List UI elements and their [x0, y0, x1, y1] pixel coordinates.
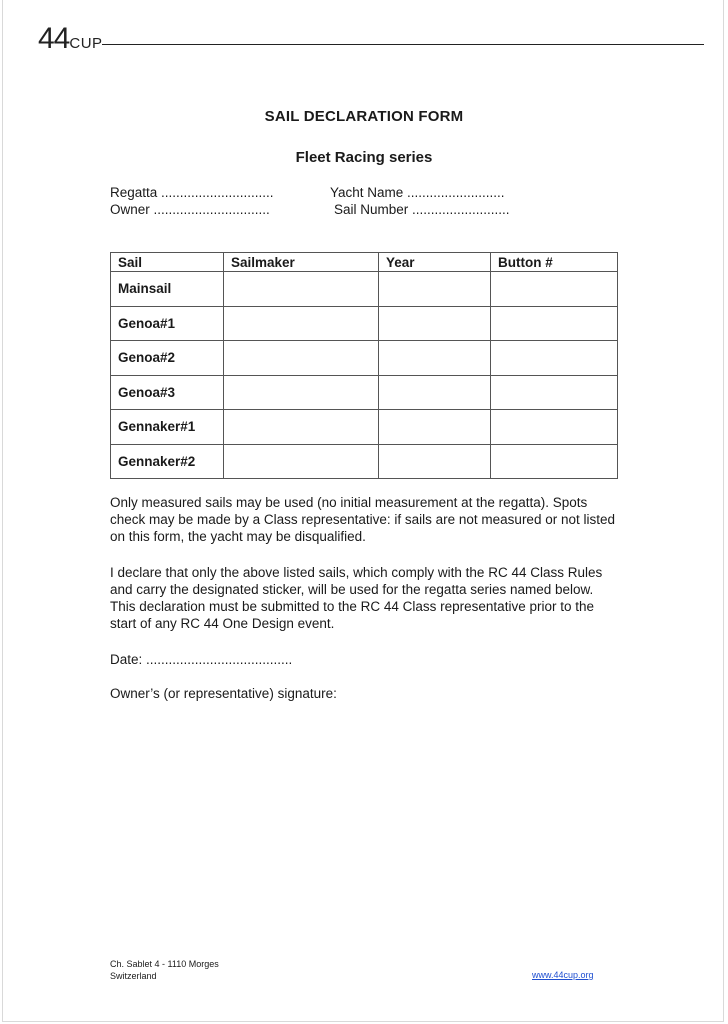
sailmaker-cell[interactable] [224, 410, 379, 445]
year-cell[interactable] [379, 444, 491, 479]
header-button: Button # [491, 253, 618, 272]
year-cell[interactable] [379, 341, 491, 376]
footer-address [110, 958, 219, 982]
owner-field[interactable]: Owner ............................... [110, 202, 270, 217]
button-cell[interactable] [491, 375, 618, 410]
signature-label: Owner’s (or representative) signature: [110, 686, 337, 701]
table-row [111, 375, 618, 410]
form-subtitle: Fleet Racing series [295, 149, 433, 166]
year-cell[interactable] [379, 410, 491, 445]
button-cell[interactable] [491, 410, 618, 445]
table-row [111, 306, 618, 341]
date-field[interactable]: Date: ....................................... [110, 652, 293, 667]
sail-cell: Genoa#1 [111, 306, 224, 341]
sail-table [110, 252, 618, 479]
sailmaker-cell[interactable] [224, 272, 379, 307]
header-sail: Sail [111, 253, 224, 272]
logo-word: CUP [69, 35, 103, 52]
sail-cell: Genoa#2 [111, 341, 224, 376]
logo-numeral: 44 [38, 22, 70, 55]
sail-number-field[interactable]: Sail Number .......................... [334, 202, 510, 217]
sail-cell: Genoa#3 [111, 375, 224, 410]
address-line-2: Switzerland [110, 971, 157, 981]
header-year: Year [379, 253, 491, 272]
table-row [111, 444, 618, 479]
form-title: SAIL DECLARATION FORM [264, 108, 464, 125]
year-cell[interactable] [379, 272, 491, 307]
header-sailmaker: Sailmaker [224, 253, 379, 272]
year-cell[interactable] [379, 306, 491, 341]
button-cell[interactable] [491, 272, 618, 307]
sailmaker-cell[interactable] [224, 341, 379, 376]
button-cell[interactable] [491, 306, 618, 341]
table-row [111, 410, 618, 445]
button-cell[interactable] [491, 341, 618, 376]
declaration-text: I declare that only the above listed sails, which comply with the RC 44 Class Rules and carry the designated sticker, will be used for the regatta series named below. This declaration must be submitted to the RC 44 Class representative prior to the start of any RC 44 One Design event. [110, 565, 603, 631]
sail-cell: Mainsail [111, 272, 224, 307]
logo-44cup [38, 24, 103, 54]
table-row [111, 272, 618, 307]
address-line-1: Ch. Sablet 4 - 1110 Morges [110, 959, 219, 969]
sailmaker-cell[interactable] [224, 375, 379, 410]
header-rule [102, 44, 704, 45]
regatta-field[interactable]: Regatta .............................. [110, 185, 274, 200]
measurement-notice: Only measured sails may be used (no initial measurement at the regatta). Spots check may be made by a Class representative: if sails are not measured or not listed on this form, the yacht may be disqualified. [110, 495, 615, 544]
table-row [111, 341, 618, 376]
table-header-row [111, 253, 618, 272]
sail-cell: Gennaker#1 [111, 410, 224, 445]
yacht-name-field[interactable]: Yacht Name .......................... [330, 185, 505, 200]
sail-cell: Gennaker#2 [111, 444, 224, 479]
year-cell[interactable] [379, 375, 491, 410]
sailmaker-cell[interactable] [224, 444, 379, 479]
website-link[interactable]: www.44cup.org [532, 970, 594, 980]
button-cell[interactable] [491, 444, 618, 479]
sailmaker-cell[interactable] [224, 306, 379, 341]
